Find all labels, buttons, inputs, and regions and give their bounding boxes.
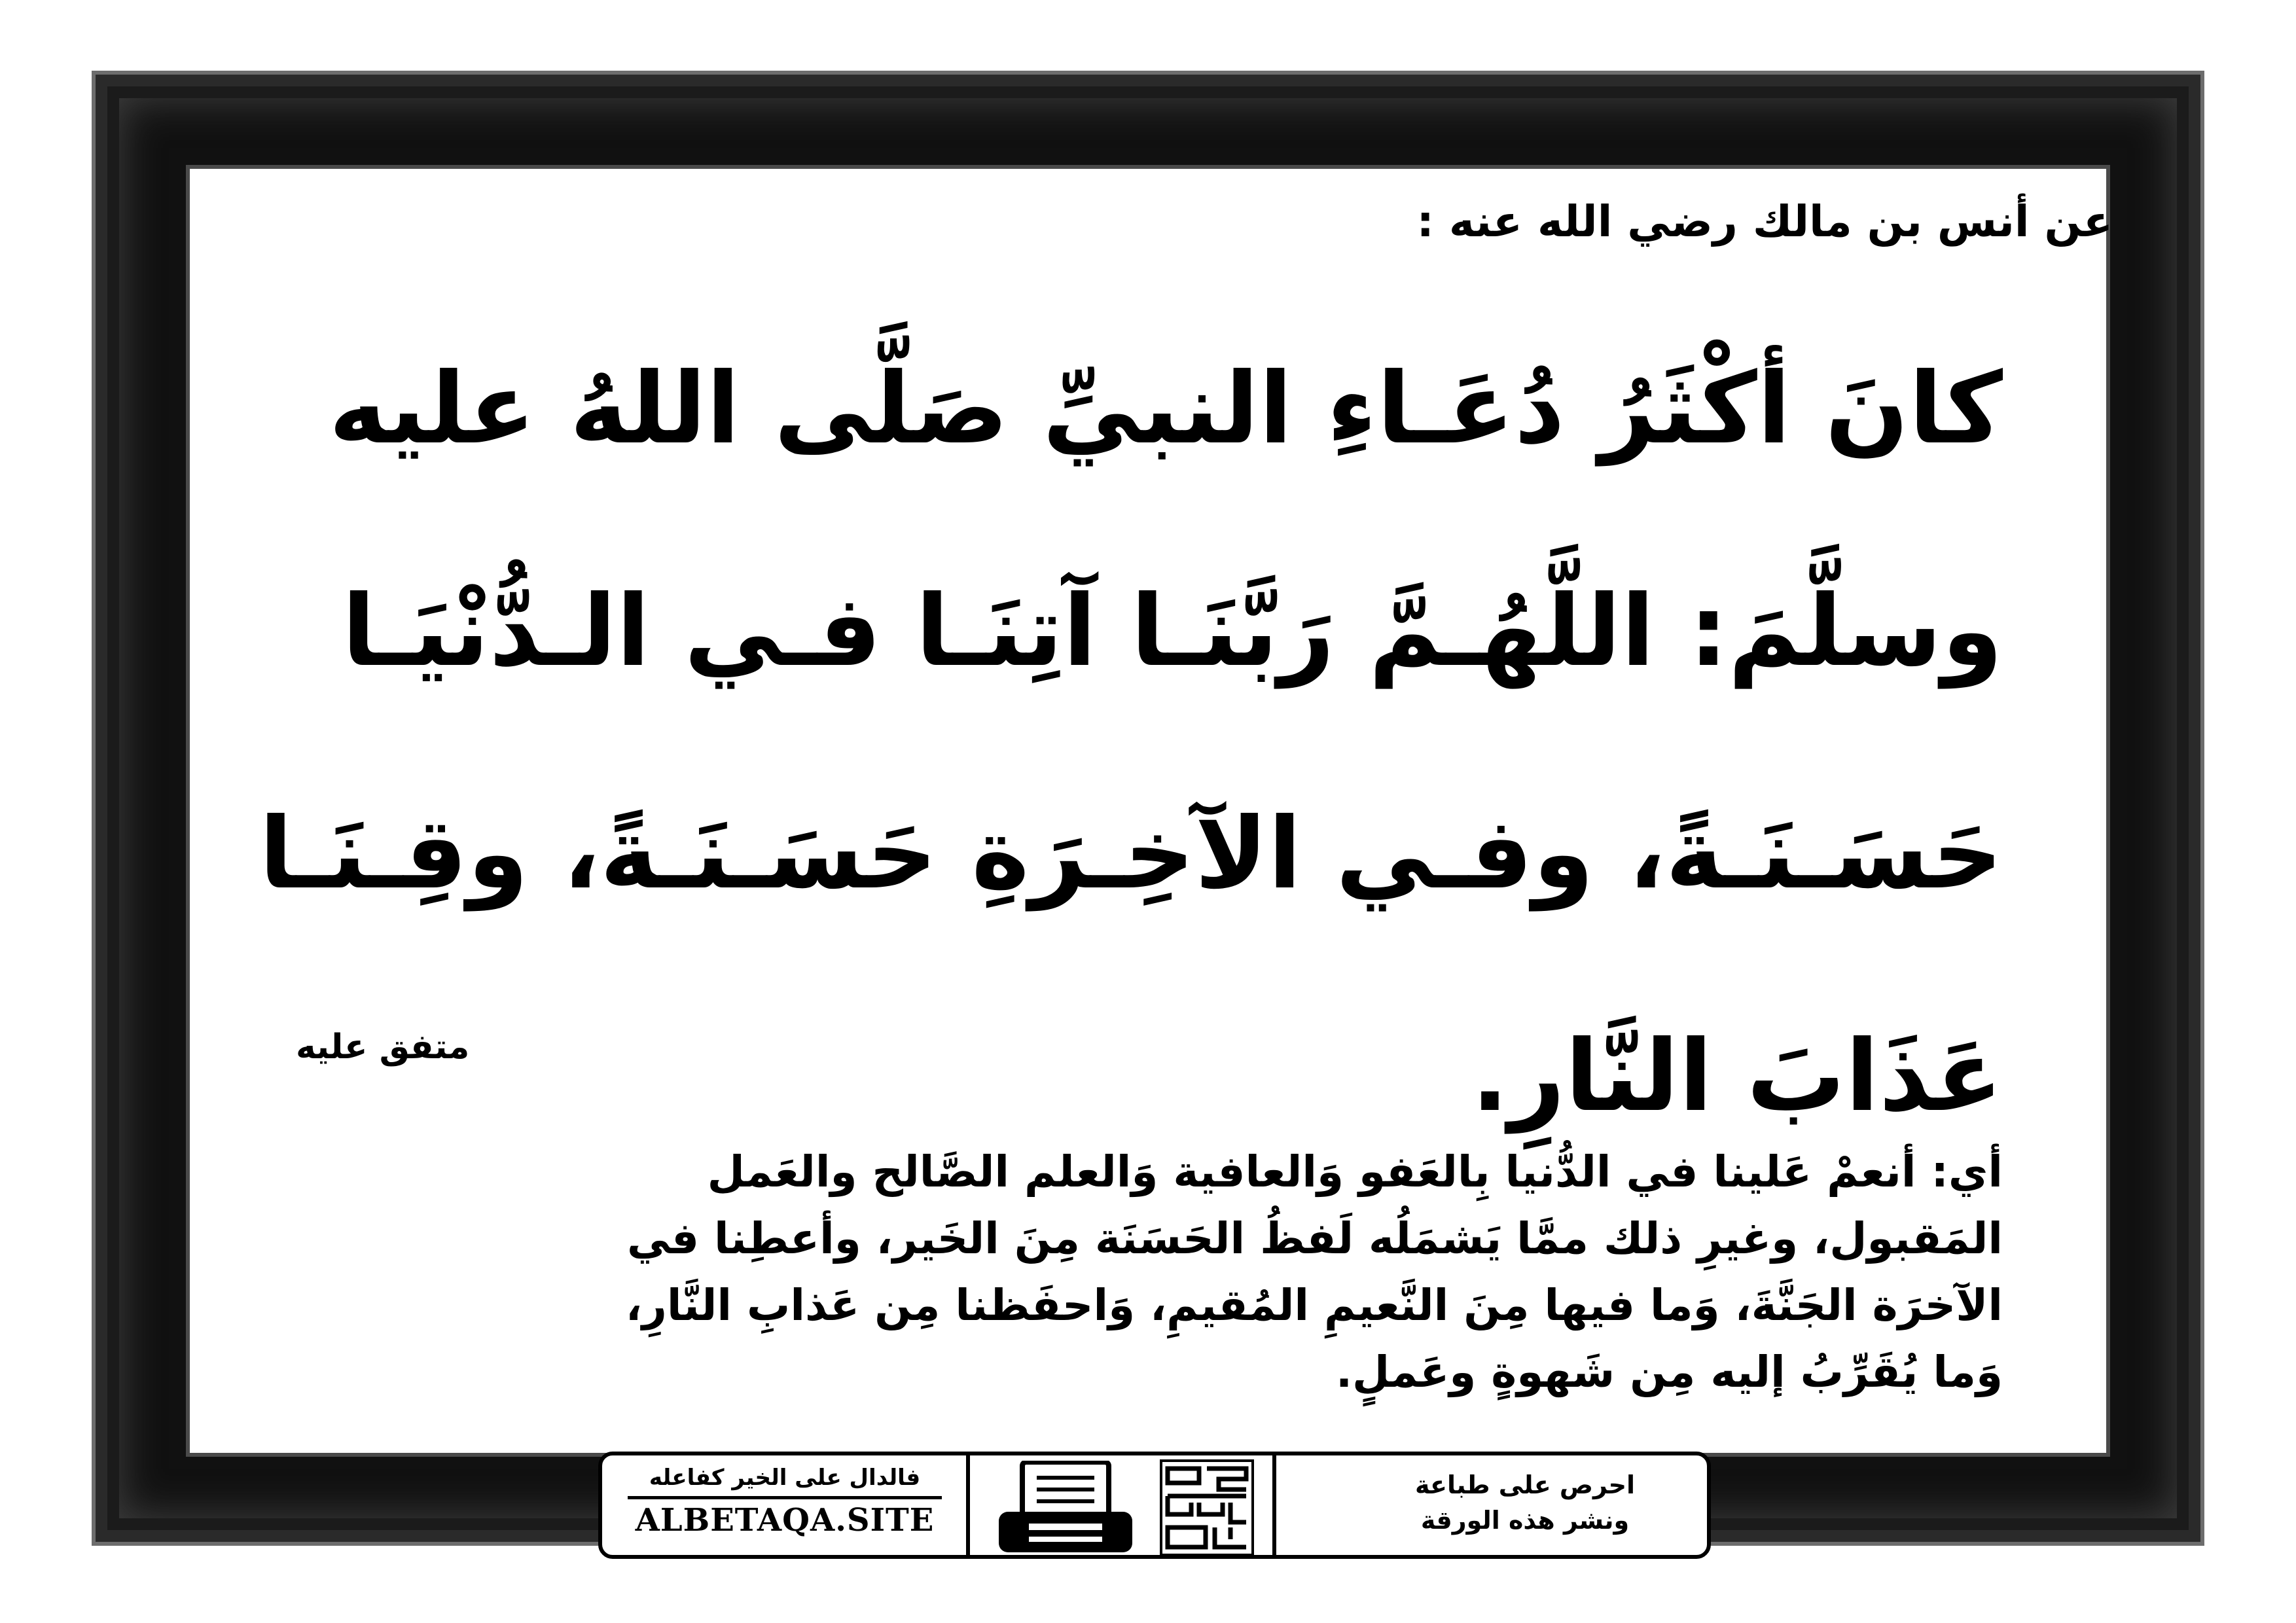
footer-call-to-action bbox=[1355, 1467, 1695, 1538]
hadith-line-2: وسلَّمَ: اللَّهُـمَّ رَبَّنَـا آتِنَـا فـي الـدُّنْيَـا bbox=[342, 575, 2003, 688]
footer-cta-line-2: ونشر هذه الورقة bbox=[1420, 1506, 1630, 1535]
hadith-source: متفق عليه bbox=[296, 1027, 470, 1067]
printer-icon bbox=[996, 1461, 1135, 1555]
explanation-line-1: أي: أنعمْ عَلينا في الدُّنيا بِالعَفو وَالعافية وَالعلم الصَّالح والعَمل bbox=[707, 1147, 2003, 1197]
footer-motto: فالدال على الخير كفاعله bbox=[649, 1465, 921, 1491]
footer-divider bbox=[1272, 1455, 1276, 1555]
hadith-line-4: عَذَابَ النَّارِ. bbox=[1471, 1020, 2003, 1133]
explanation-line-4: وَما يُقَرِّبُ إليه مِن شَهوةٍ وعَملٍ. bbox=[1335, 1347, 2003, 1397]
explanation-text bbox=[275, 1139, 2003, 1406]
explanation-line-2: المَقبول، وغيرِ ذلك ممَّا يَشمَلُه لَفظُ الحَسَنَة مِنَ الخَير، وأعطِنا في bbox=[627, 1213, 2003, 1264]
footer-bar bbox=[598, 1452, 1711, 1559]
footer-site-block bbox=[614, 1465, 956, 1539]
site-url[interactable]: ALBETAQA.SITE bbox=[628, 1496, 942, 1539]
hadith-text bbox=[259, 298, 2003, 1188]
explanation-line-3: الآخرَة الجَنَّةَ، وَما فيها مِنَ النَّعيمِ المُقيمِ، وَاحفَظنا مِن عَذابِ النَّارِ، bbox=[625, 1280, 2003, 1330]
hadith-line-1: كانَ أكْثَرُ دُعَـاءِ النبيِّ صَلَّى اللهُ عليه bbox=[329, 352, 2003, 466]
narrator-line: عن أنس بن مالك رضي الله عنه : bbox=[1416, 196, 2113, 247]
footer-divider bbox=[966, 1455, 970, 1555]
footer-cta-line-1: احرص على طباعة bbox=[1414, 1471, 1636, 1499]
hadith-line-3: حَسَـنَـةً، وفـي الآخِـرَةِ حَسَـنَـةً، وقِـنَـا bbox=[259, 797, 2003, 911]
logo-icon bbox=[1160, 1459, 1254, 1556]
